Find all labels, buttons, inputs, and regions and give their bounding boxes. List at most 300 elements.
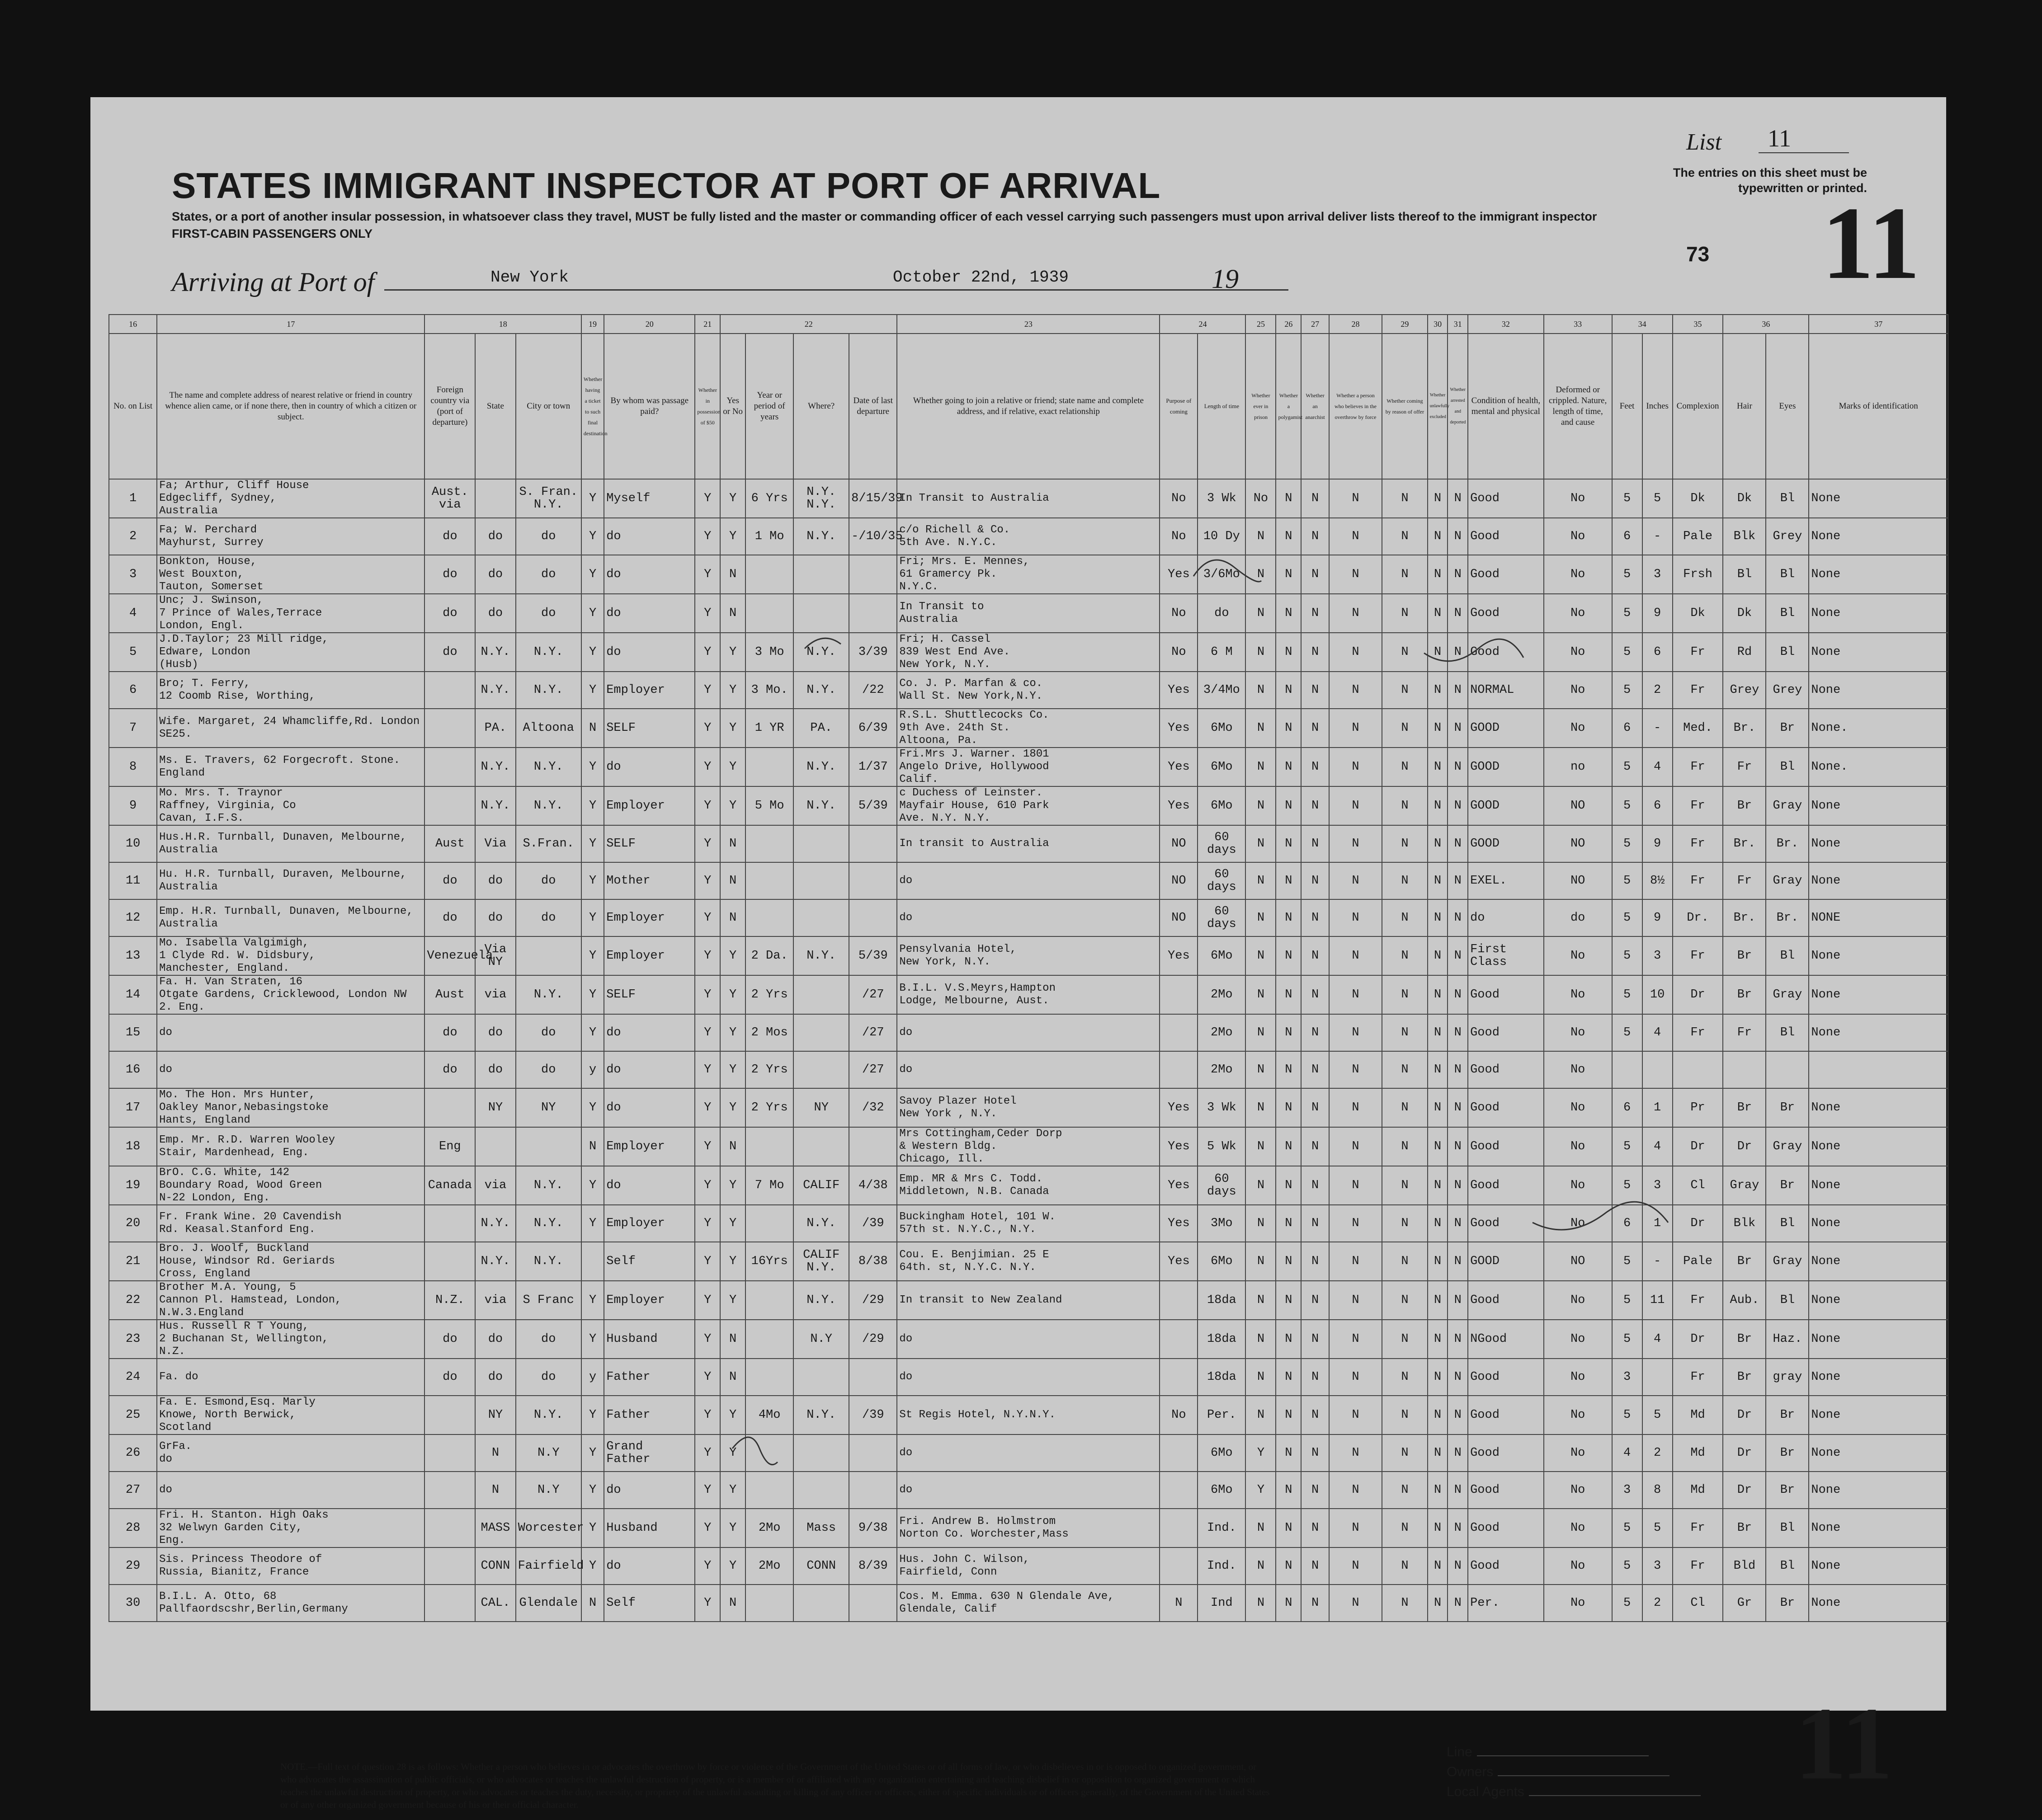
cell-health: Good — [1468, 1166, 1544, 1205]
cell-paid: SELF — [604, 825, 695, 862]
cell-c31: N — [1448, 1509, 1468, 1547]
cell-join: Co. J. P. Marfan & co. Wall St. New York,N.Y. — [897, 672, 1160, 709]
cell-eyes: Bl — [1766, 633, 1809, 672]
cell-state: N.Y. — [475, 633, 515, 672]
cell-where — [793, 862, 849, 899]
cell-c27: N — [1301, 1014, 1329, 1051]
cell-c26: N — [1276, 1585, 1301, 1622]
cell-c30: N — [1428, 1396, 1448, 1434]
table-row — [109, 1051, 1948, 1088]
cell-hair: Br — [1723, 1242, 1766, 1281]
cell-city — [516, 936, 581, 975]
cell-c27: N — [1301, 899, 1329, 936]
cell-c29: N — [1382, 1585, 1428, 1622]
cell-prison: N — [1245, 1051, 1276, 1088]
colnum: 37 — [1809, 315, 1948, 334]
cell-deformed: No — [1544, 1434, 1612, 1472]
cell-via — [424, 1509, 475, 1547]
cell-marks: None — [1809, 1585, 1948, 1622]
cell-date: /39 — [849, 1396, 897, 1434]
cell-paid: do — [604, 1088, 695, 1127]
cell-inches: - — [1642, 518, 1673, 555]
cell-years — [745, 1359, 793, 1396]
cell-prison: N — [1245, 1088, 1276, 1127]
cell-paid: SELF — [604, 709, 695, 748]
cell-where: N.Y. — [793, 936, 849, 975]
cell-relative: Hu. H.R. Turnball, Duraven, Melbourne, Australia — [157, 862, 424, 899]
cell-length: 6Mo — [1198, 1242, 1245, 1281]
cell-c27: N — [1301, 518, 1329, 555]
cell-inches: 4 — [1642, 1127, 1673, 1166]
cell-no: 25 — [109, 1396, 157, 1434]
cell-where: N.Y. — [793, 1205, 849, 1242]
line-blank — [1477, 1755, 1649, 1756]
cell-c28: N — [1329, 1434, 1382, 1472]
cell-compl: Pr — [1673, 1088, 1723, 1127]
cell-marks: None — [1809, 1127, 1948, 1166]
cell-date: 5/39 — [849, 786, 897, 825]
cell-eyes: Bl — [1766, 748, 1809, 786]
cell-c26: N — [1276, 1051, 1301, 1088]
cell-feet: 5 — [1612, 936, 1642, 975]
cell-ticket: N — [581, 1127, 604, 1166]
cell-deformed: No — [1544, 1585, 1612, 1622]
cell-years: 2 Mos — [745, 1014, 793, 1051]
cell-length: 2Mo — [1198, 1051, 1245, 1088]
cell-marks: None — [1809, 1396, 1948, 1434]
cell-marks: None. — [1809, 748, 1948, 786]
year-prefix: 19 — [1212, 264, 1239, 294]
col-header: Length of time — [1198, 334, 1245, 479]
typewritten-note: The entries on this sheet must be typewritten or printed. — [1673, 166, 1867, 195]
cell-c27: N — [1301, 555, 1329, 594]
cell-c27: N — [1301, 1472, 1329, 1509]
cell-relative: Fa. E. Esmond,Esq. Marly Knowe, North Berwick, Scotland — [157, 1396, 424, 1434]
cell-c27: N — [1301, 1434, 1329, 1472]
cell-c30: N — [1428, 1320, 1448, 1359]
cell-relative: J.D.Taylor; 23 Mill ridge, Edware, London (Husb) — [157, 633, 424, 672]
cell-state: N — [475, 1434, 515, 1472]
cell-p50: Y — [695, 1509, 720, 1547]
cell-eyes: Br — [1766, 709, 1809, 748]
cell-ever: Y — [720, 633, 745, 672]
cell-p50: Y — [695, 518, 720, 555]
cell-ever: Y — [720, 1088, 745, 1127]
cell-join: St Regis Hotel, N.Y.N.Y. — [897, 1396, 1160, 1434]
colnum: 22 — [720, 315, 897, 334]
cell-c27: N — [1301, 1051, 1329, 1088]
agents-blank — [1529, 1795, 1701, 1796]
cell-compl: Cl — [1673, 1585, 1723, 1622]
cell-where: Mass — [793, 1509, 849, 1547]
cell-relative: Fa; Arthur, Cliff House Edgecliff, Sydney, Australia — [157, 479, 424, 518]
manifest-table — [108, 314, 1948, 1622]
cell-eyes: Br — [1766, 1088, 1809, 1127]
cell-c30: N — [1428, 518, 1448, 555]
cell-marks: None — [1809, 1205, 1948, 1242]
cell-join: do — [897, 1014, 1160, 1051]
cell-length: 3 Wk — [1198, 1088, 1245, 1127]
cell-date — [849, 1359, 897, 1396]
cell-c26: N — [1276, 1434, 1301, 1472]
cell-state: NY — [475, 1088, 515, 1127]
cell-join: Pensylvania Hotel, New York, N.Y. — [897, 936, 1160, 975]
col-header: State — [475, 334, 515, 479]
cell-via: Aust. via — [424, 479, 475, 518]
cell-date: /27 — [849, 1051, 897, 1088]
cell-prison: N — [1245, 1359, 1276, 1396]
colnum: 34 — [1612, 315, 1673, 334]
cell-c29: N — [1382, 899, 1428, 936]
cell-p50: Y — [695, 594, 720, 633]
cell-p50: Y — [695, 672, 720, 709]
cell-c31: N — [1448, 1472, 1468, 1509]
signature-labels — [1447, 1745, 1701, 1804]
cell-ever: Y — [720, 1205, 745, 1242]
cell-health: Good — [1468, 1014, 1544, 1051]
cell-c26: N — [1276, 1014, 1301, 1051]
cell-eyes: Haz. — [1766, 1320, 1809, 1359]
cell-prison: N — [1245, 1547, 1276, 1585]
table-row — [109, 518, 1948, 555]
cell-c28: N — [1329, 555, 1382, 594]
cell-c28: N — [1329, 1242, 1382, 1281]
cell-date — [849, 1585, 897, 1622]
cell-c28: N — [1329, 1396, 1382, 1434]
col-header: Whether a person who believes in the overthrow by force — [1329, 334, 1382, 479]
cell-years — [745, 1472, 793, 1509]
cell-ticket: Y — [581, 594, 604, 633]
colnum: 21 — [695, 315, 720, 334]
footnote: NOTE.—Full text of question 28 is as follows: Whether a person who believes in or advocates the overthrow by force or violence of the Government of the United States or of all forms of law, or who disbelieves in or is opposed to organized government, or who advocates the assassination of public officials, or who advocates or teaches the unlawful destruction of property, or is a member of or affiliated with any organization entertaining and teaching disbelief in or opposition to organized government or which teaches the unlawful destruction of property, or who advocates or teaches the duty, necessity, or propriety of the unlawful assaulting or killing of any officer or officers, either of specific individuals or of officers generally, of the Government of the United States or of any other organized government because of his or their official character. — [280, 1761, 1270, 1810]
cell-paid: Employer — [604, 899, 695, 936]
cell-p50: Y — [695, 1166, 720, 1205]
cell-c26: N — [1276, 748, 1301, 786]
cell-relative: Fa. do — [157, 1359, 424, 1396]
cell-deformed: No — [1544, 633, 1612, 672]
cell-join: Savoy Plazer Hotel New York , N.Y. — [897, 1088, 1160, 1127]
cell-length: 6Mo — [1198, 709, 1245, 748]
cell-years — [745, 1320, 793, 1359]
cell-where — [793, 1434, 849, 1472]
cell-prison: N — [1245, 1320, 1276, 1359]
cell-c29: N — [1382, 786, 1428, 825]
cell-via: do — [424, 1320, 475, 1359]
cell-ever: Y — [720, 1396, 745, 1434]
cell-ever: N — [720, 825, 745, 862]
table-row — [109, 975, 1948, 1014]
cell-feet: 5 — [1612, 975, 1642, 1014]
cell-p50: Y — [695, 862, 720, 899]
cell-c26: N — [1276, 862, 1301, 899]
cell-where — [793, 1472, 849, 1509]
cell-eyes: Bl — [1766, 594, 1809, 633]
cell-compl: Fr — [1673, 786, 1723, 825]
cell-city: S. Fran. N.Y. — [516, 479, 581, 518]
cell-health: Good — [1468, 1396, 1544, 1434]
cell-purpose — [1160, 1051, 1198, 1088]
port-value: New York — [490, 268, 569, 287]
cell-years — [745, 1205, 793, 1242]
cell-date: 1/37 — [849, 748, 897, 786]
cell-no: 22 — [109, 1281, 157, 1320]
cell-deformed: No — [1544, 479, 1612, 518]
cell-c30: N — [1428, 633, 1448, 672]
cell-inches: 3 — [1642, 1166, 1673, 1205]
cell-compl: Dr — [1673, 1320, 1723, 1359]
cell-ticket: Y — [581, 672, 604, 709]
cell-length: Per. — [1198, 1396, 1245, 1434]
cell-years: 2 Yrs — [745, 1051, 793, 1088]
cell-purpose — [1160, 1434, 1198, 1472]
cell-c30: N — [1428, 1242, 1448, 1281]
cell-c27: N — [1301, 1281, 1329, 1320]
cell-relative: B.I.L. A. Otto, 68 Pallfaordscshr,Berlin,Germany — [157, 1585, 424, 1622]
cell-years — [745, 1434, 793, 1472]
cell-hair: Gray — [1723, 1166, 1766, 1205]
cell-hair: Blk — [1723, 518, 1766, 555]
cell-ever: Y — [720, 1014, 745, 1051]
cell-city: N.Y. — [516, 1242, 581, 1281]
cell-eyes: Br. — [1766, 825, 1809, 862]
cell-relative: Brother M.A. Young, 5 Cannon Pl. Hamstead, London, N.W.3.England — [157, 1281, 424, 1320]
cell-years: 6 Yrs — [745, 479, 793, 518]
cell-where — [793, 594, 849, 633]
colnum: 31 — [1448, 315, 1468, 334]
cell-state: N.Y. — [475, 786, 515, 825]
cell-c29: N — [1382, 1127, 1428, 1166]
cell-no: 3 — [109, 555, 157, 594]
cell-compl: Fr — [1673, 1014, 1723, 1051]
cell-compl: Md — [1673, 1472, 1723, 1509]
table-row — [109, 633, 1948, 672]
cell-no: 24 — [109, 1359, 157, 1396]
cell-c26: N — [1276, 899, 1301, 936]
cell-hair: Aub. — [1723, 1281, 1766, 1320]
cell-length: 18da — [1198, 1320, 1245, 1359]
cell-where: N.Y — [793, 1320, 849, 1359]
cell-compl: Fr — [1673, 1281, 1723, 1320]
cell-paid: Husband — [604, 1320, 695, 1359]
cell-date — [849, 899, 897, 936]
cell-via — [424, 786, 475, 825]
cell-c27: N — [1301, 1205, 1329, 1242]
cell-paid: Husband — [604, 1509, 695, 1547]
cell-city: N.Y. — [516, 786, 581, 825]
cell-c26: N — [1276, 555, 1301, 594]
cell-health: EXEL. — [1468, 862, 1544, 899]
cell-relative: Ms. E. Travers, 62 Forgecroft. Stone. England — [157, 748, 424, 786]
cell-c28: N — [1329, 1585, 1382, 1622]
cell-hair: Br. — [1723, 709, 1766, 748]
cell-p50: Y — [695, 1585, 720, 1622]
cell-feet: 5 — [1612, 594, 1642, 633]
cell-c31: N — [1448, 555, 1468, 594]
cell-c27: N — [1301, 936, 1329, 975]
cell-inches: 5 — [1642, 1396, 1673, 1434]
cell-purpose — [1160, 1472, 1198, 1509]
colnum: 17 — [157, 315, 424, 334]
cell-compl: Fr — [1673, 633, 1723, 672]
sheet-number: 11 — [1822, 185, 1920, 301]
cell-c28: N — [1329, 1127, 1382, 1166]
cell-deformed: no — [1544, 748, 1612, 786]
cell-state: do — [475, 862, 515, 899]
cell-feet: 5 — [1612, 862, 1642, 899]
col-header: Whether coming by reason of offer — [1382, 334, 1428, 479]
cell-deformed: No — [1544, 1088, 1612, 1127]
cell-ticket: Y — [581, 825, 604, 862]
cell-purpose: No — [1160, 518, 1198, 555]
cell-relative: Bro. J. Woolf, Buckland House, Windsor Rd. Geriards Cross, England — [157, 1242, 424, 1281]
cell-join: do — [897, 1434, 1160, 1472]
cell-hair: Br — [1723, 936, 1766, 975]
cell-where: NY — [793, 1088, 849, 1127]
cell-paid: Employer — [604, 1127, 695, 1166]
cell-length: Ind. — [1198, 1547, 1245, 1585]
table-row — [109, 1585, 1948, 1622]
cell-date: /29 — [849, 1281, 897, 1320]
cell-years — [745, 825, 793, 862]
cell-eyes: Bl — [1766, 1509, 1809, 1547]
cell-c29: N — [1382, 1547, 1428, 1585]
cell-c30: N — [1428, 1127, 1448, 1166]
col-header: By whom was passage paid? — [604, 334, 695, 479]
cell-health: Good — [1468, 1472, 1544, 1509]
cell-state: N.Y. — [475, 1242, 515, 1281]
cell-ever: Y — [720, 1434, 745, 1472]
cell-feet: 5 — [1612, 748, 1642, 786]
cell-c30: N — [1428, 936, 1448, 975]
cell-c31: N — [1448, 518, 1468, 555]
cell-marks: None — [1809, 518, 1948, 555]
cell-prison: N — [1245, 1585, 1276, 1622]
cell-marks: NONE — [1809, 899, 1948, 936]
cell-c30: N — [1428, 1359, 1448, 1396]
cell-no: 29 — [109, 1547, 157, 1585]
cell-c28: N — [1329, 862, 1382, 899]
cell-deformed: NO — [1544, 862, 1612, 899]
cell-inches: 4 — [1642, 1320, 1673, 1359]
cell-feet: 5 — [1612, 786, 1642, 825]
cell-marks: None — [1809, 1166, 1948, 1205]
cell-c28: N — [1329, 518, 1382, 555]
cell-c30: N — [1428, 1509, 1448, 1547]
cell-join: do — [897, 1359, 1160, 1396]
cell-c28: N — [1329, 936, 1382, 975]
cell-no: 2 — [109, 518, 157, 555]
cell-deformed: No — [1544, 594, 1612, 633]
cell-c31: N — [1448, 1396, 1468, 1434]
cell-relative: do — [157, 1051, 424, 1088]
cell-via: N.Z. — [424, 1281, 475, 1320]
cell-purpose: NO — [1160, 899, 1198, 936]
colnum: 35 — [1673, 315, 1723, 334]
cell-no: 23 — [109, 1320, 157, 1359]
cell-c27: N — [1301, 1320, 1329, 1359]
colnum: 20 — [604, 315, 695, 334]
cell-hair: Dr — [1723, 1434, 1766, 1472]
cell-years: 7 Mo — [745, 1166, 793, 1205]
cell-date — [849, 1472, 897, 1509]
cell-c26: N — [1276, 1472, 1301, 1509]
cell-city: do — [516, 1051, 581, 1088]
cell-years — [745, 1281, 793, 1320]
cell-inches: 9 — [1642, 594, 1673, 633]
cell-state — [475, 1127, 515, 1166]
cell-c30: N — [1428, 899, 1448, 936]
cell-eyes: Br — [1766, 1585, 1809, 1622]
cell-feet: 5 — [1612, 1166, 1642, 1205]
cell-via: Venezuela — [424, 936, 475, 975]
cell-feet: 6 — [1612, 518, 1642, 555]
cell-paid: do — [604, 594, 695, 633]
cell-c26: N — [1276, 1242, 1301, 1281]
cell-c28: N — [1329, 899, 1382, 936]
cell-ever: Y — [720, 1509, 745, 1547]
cell-ever: N — [720, 1585, 745, 1622]
col-header: Yes or No — [720, 334, 745, 479]
cell-health: Good — [1468, 594, 1544, 633]
cell-ever: Y — [720, 518, 745, 555]
cell-marks: None — [1809, 1320, 1948, 1359]
col-header: Whether arrested and deported — [1448, 334, 1468, 479]
cell-years: 4Mo — [745, 1396, 793, 1434]
cell-no: 11 — [109, 862, 157, 899]
cell-eyes: Gray — [1766, 1242, 1809, 1281]
cell-no: 9 — [109, 786, 157, 825]
cell-deformed: No — [1544, 1509, 1612, 1547]
cell-paid: do — [604, 1051, 695, 1088]
cell-purpose: No — [1160, 633, 1198, 672]
cell-health: Good — [1468, 1547, 1544, 1585]
column-number-row — [109, 315, 1948, 334]
cell-prison: N — [1245, 786, 1276, 825]
cell-city: do — [516, 899, 581, 936]
cell-where: N.Y. — [793, 518, 849, 555]
cell-marks: None — [1809, 1281, 1948, 1320]
cell-feet: 5 — [1612, 1585, 1642, 1622]
cell-deformed: No — [1544, 1396, 1612, 1434]
cell-no: 16 — [109, 1051, 157, 1088]
cell-feet: 5 — [1612, 899, 1642, 936]
table-row — [109, 1359, 1948, 1396]
col-header: Condition of health, mental and physical — [1468, 334, 1544, 479]
cell-state: N — [475, 1472, 515, 1509]
table-row — [109, 672, 1948, 709]
cell-c26: N — [1276, 1088, 1301, 1127]
cell-p50: Y — [695, 633, 720, 672]
cell-c27: N — [1301, 1242, 1329, 1281]
cell-where — [793, 1359, 849, 1396]
cell-prison: N — [1245, 1242, 1276, 1281]
cell-city: Altoona — [516, 709, 581, 748]
cell-purpose: Yes — [1160, 672, 1198, 709]
cell-join: Buckingham Hotel, 101 W. 57th st. N.Y.C., N.Y. — [897, 1205, 1160, 1242]
colnum: 33 — [1544, 315, 1612, 334]
cell-p50: Y — [695, 899, 720, 936]
cell-length: 60 days — [1198, 899, 1245, 936]
cell-where — [793, 1585, 849, 1622]
cell-no: 20 — [109, 1205, 157, 1242]
cell-eyes: Bl — [1766, 555, 1809, 594]
arrival-line — [384, 289, 1288, 291]
cell-no: 12 — [109, 899, 157, 936]
cell-compl: Fr — [1673, 862, 1723, 899]
cell-p50: Y — [695, 1088, 720, 1127]
cell-c27: N — [1301, 1585, 1329, 1622]
cell-years — [745, 748, 793, 786]
